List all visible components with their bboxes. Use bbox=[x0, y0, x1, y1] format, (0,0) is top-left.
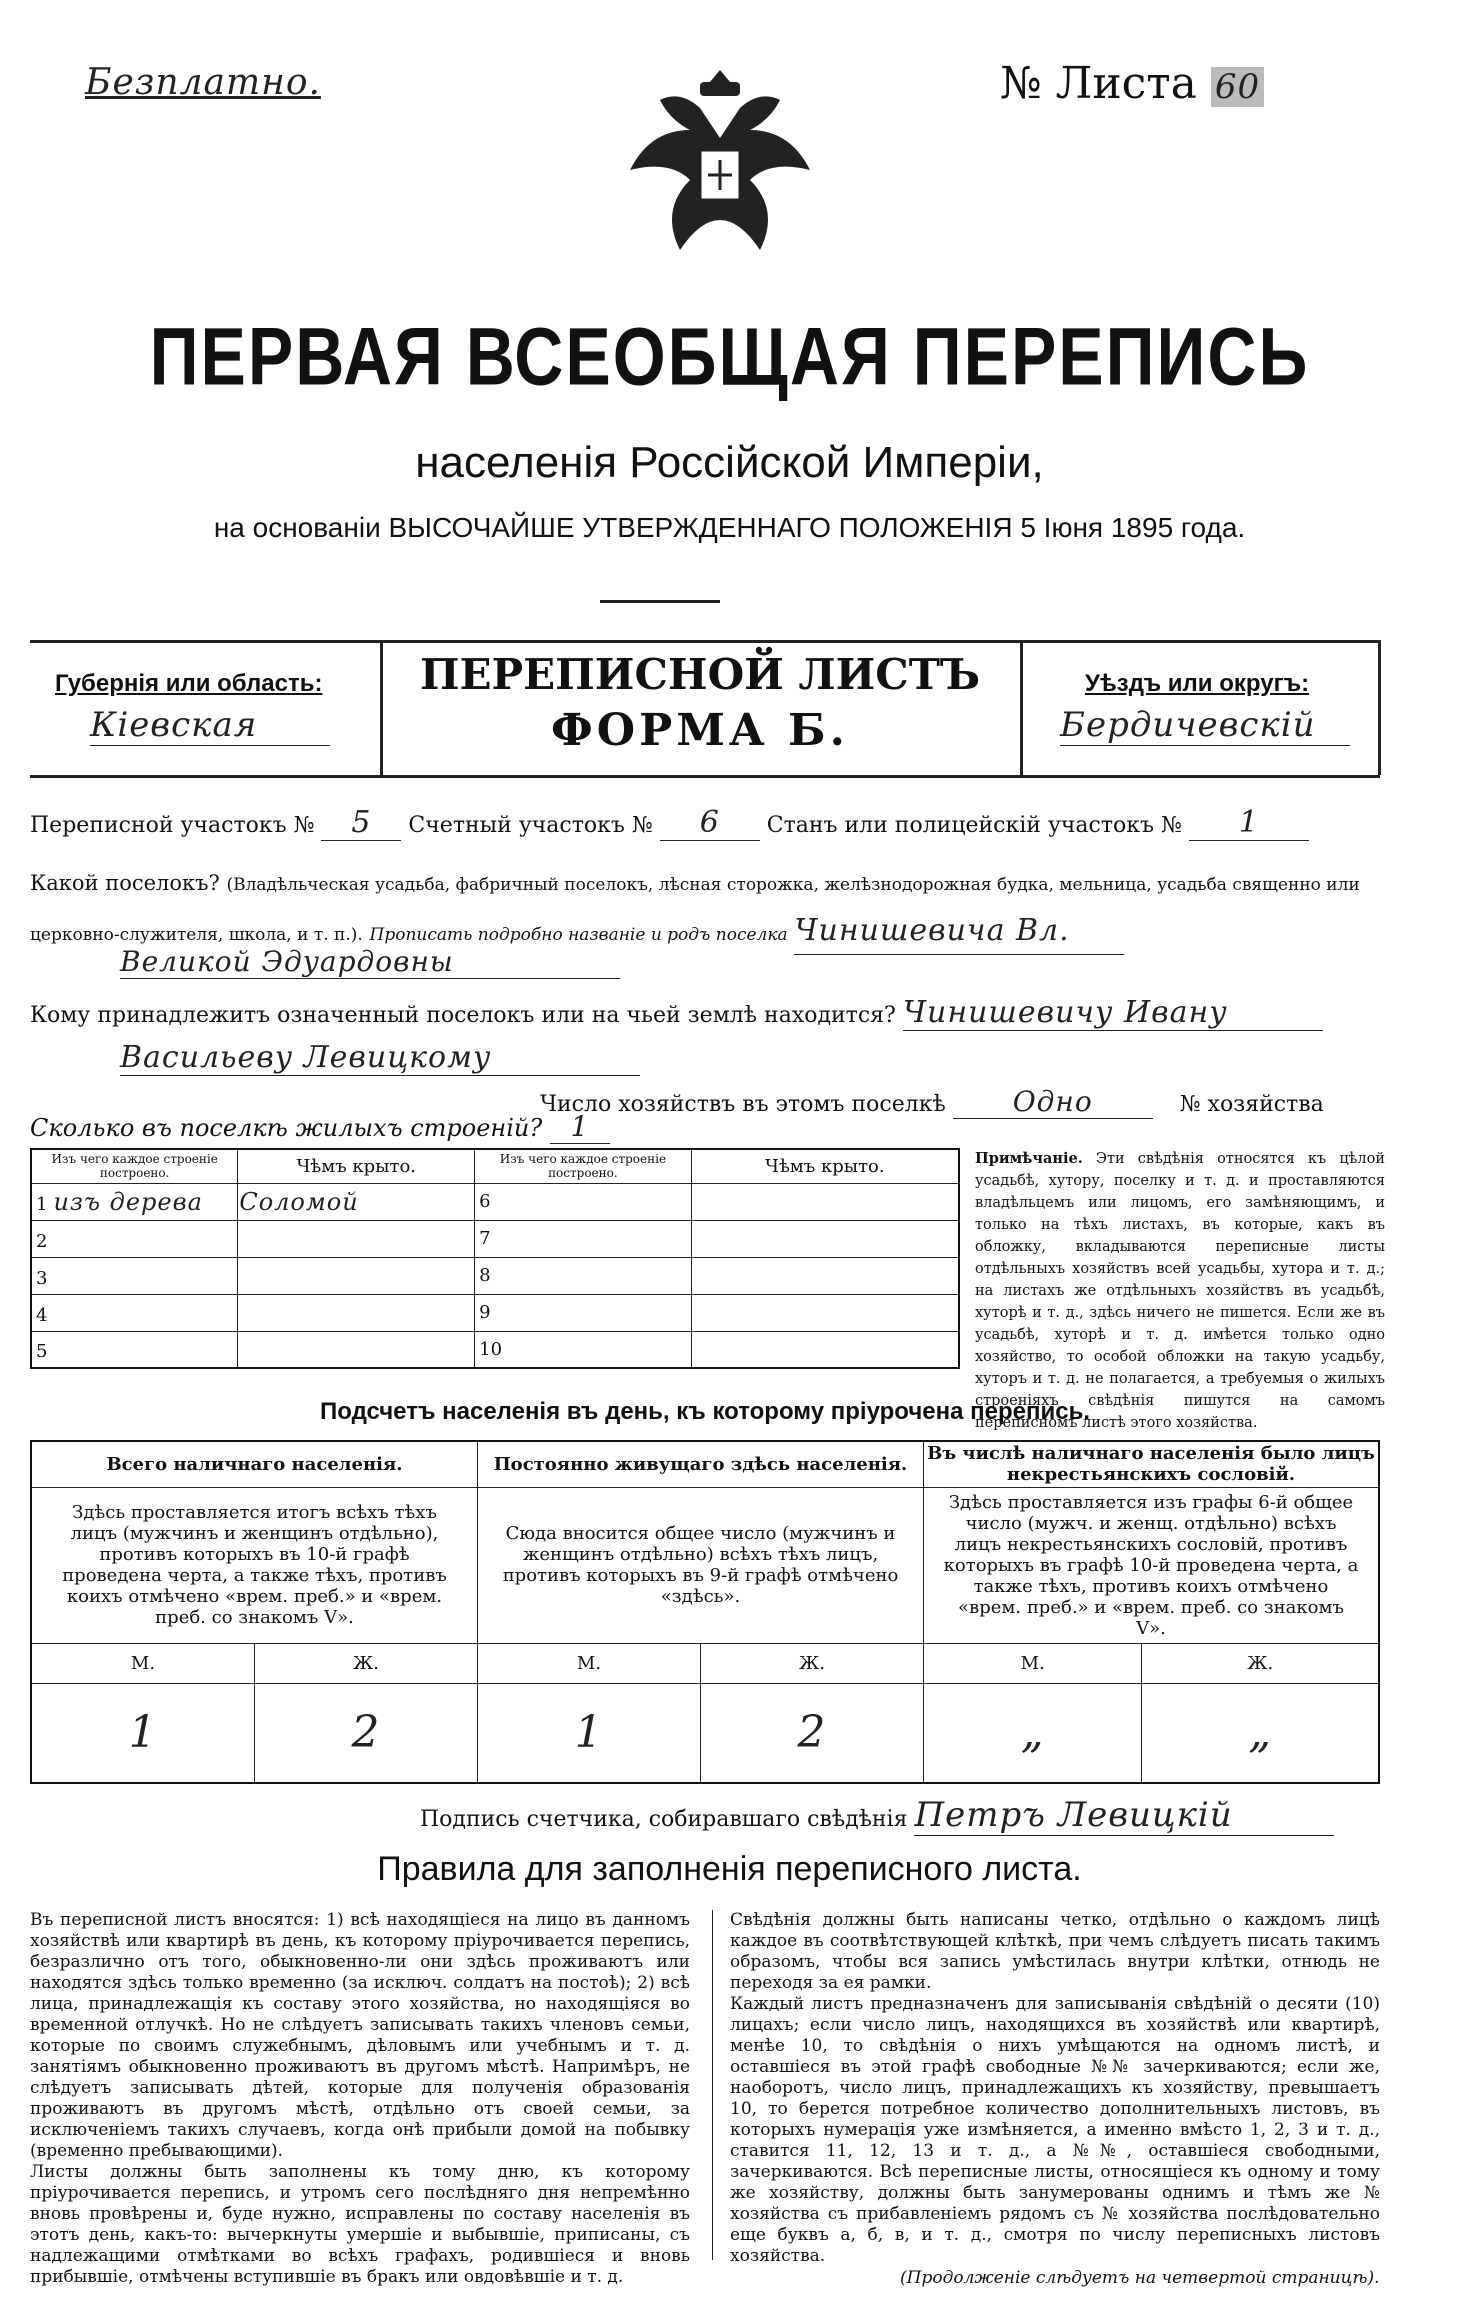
form-box-divider-right bbox=[1020, 640, 1023, 775]
sheet-number bbox=[1000, 58, 1264, 109]
building-roof[interactable] bbox=[238, 1294, 475, 1331]
count-col2-title: Постоянно живущаго здѣсь населенія. bbox=[478, 1441, 924, 1487]
table-row bbox=[31, 1257, 959, 1294]
signature-label: Подпись счетчика, собиравшаго свѣдѣнія bbox=[420, 1807, 908, 1832]
settlement-hint2: Прописать подробно названіе и родъ поселка bbox=[369, 925, 788, 945]
row-number-right[interactable]: 8 bbox=[475, 1257, 691, 1294]
building-roof[interactable]: Соломой bbox=[238, 1183, 475, 1220]
counting-district-value[interactable]: 6 bbox=[660, 805, 760, 841]
owner-value-line2[interactable]: Васильеву Левицкому bbox=[120, 1040, 640, 1076]
building-roof[interactable] bbox=[238, 1331, 475, 1368]
building-material-cell[interactable] bbox=[31, 1257, 238, 1294]
rules-divider bbox=[712, 1910, 713, 2260]
building-material-cell[interactable] bbox=[31, 1331, 238, 1368]
col2-zh: Ж. bbox=[701, 1643, 924, 1683]
gubernia-label: Губернія или область: bbox=[55, 670, 323, 697]
building-material-cell[interactable] bbox=[31, 1220, 238, 1257]
col3-m: М. bbox=[924, 1643, 1142, 1683]
col-material-header: Изъ чего каждое строеніе построено. bbox=[31, 1149, 238, 1183]
col1-m: М. bbox=[31, 1643, 255, 1683]
owner-value[interactable]: Чинишевичу Ивану bbox=[903, 995, 1323, 1031]
table-row bbox=[31, 1294, 959, 1331]
row-number: 4 bbox=[36, 1304, 48, 1326]
table-row bbox=[31, 1220, 959, 1257]
form-letter: ФОРМА Б. bbox=[551, 705, 849, 756]
uezd-label: Уѣздъ или округъ: bbox=[1085, 670, 1310, 697]
census-district-value[interactable]: 5 bbox=[321, 805, 401, 841]
building-roof-right[interactable] bbox=[691, 1183, 959, 1220]
stan-value[interactable]: 1 bbox=[1189, 805, 1309, 841]
owner-question: Кому принадлежитъ означенный поселокъ или на чьей землѣ находится? bbox=[30, 1003, 896, 1028]
row-number: 2 bbox=[36, 1230, 48, 1252]
sheet-number-label: № Листа bbox=[1000, 58, 1197, 109]
rules-left: Въ переписной листъ вносятся: 1) всѣ находящіеся на лицо въ данномъ хозяйствѣ или квартирѣ въ день, къ которому пріурочивается перепись, безразлично отъ того, обыкновенно-ли они здѣсь проживаютъ или находятся здѣсь только временно (за исключ. солдатъ на постоѣ); 2) всѣ лица, принадлежащія къ составу этого хозяйства, но находящіяся во временной отлучкѣ. Но не слѣдуетъ записывать такихъ членовъ семьи, которые по своимъ служебнымъ, дѣловымъ или учебнымъ и т. д. занятіямъ обыкновенно проживаютъ въ другомъ мѣстѣ. Напримѣръ, не слѣдуетъ записывать дѣтей, которые для полученія образованія проживаютъ въ другомъ мѣстѣ, отдѣльно отъ своей семьи, за исключеніемъ такихъ случаевъ, когда онѣ прибыли домой на побывку (временно пребывающими). Листы должны быть заполнены къ тому дню, къ которому пріурочивается перепись, и утромъ сего послѣдняго дня непремѣнно вновь провѣрены и, буде нужно, исправлены по составу населенія въ этотъ день, какъ-то: вычеркнуты умершіе и выбывшіе, приписаны, съ надлежащими отмѣтками во всѣхъ графахъ, родившіеся и вновь прибывшіе, отмѣчены вступившіе въ бракъ или овдовѣвшіе и т. д. bbox=[30, 1910, 690, 2287]
buildings-question: Сколько въ поселкѣ жилыхъ строеній? bbox=[30, 1114, 543, 1142]
row-number: 5 bbox=[36, 1341, 48, 1363]
buildings-table bbox=[30, 1148, 960, 1369]
col-material-header-2: Изъ чего каждое строеніе построено. bbox=[475, 1149, 691, 1183]
count-col3-desc: Здѣсь проставляется изъ графы 6-й общее число (мужч. и женщ. отдѣльно) всѣхъ лицъ некрестьянскихъ сословій, противъ которыхъ въ графѣ 10-й проведена черта, а также тѣхъ, противъ коихъ отмѣчено «врем. преб.» и «врем. преб. со знакомъ V». bbox=[924, 1487, 1380, 1643]
count-col1-desc: Здѣсь проставляется итогъ всѣхъ тѣхъ лицъ (мужчинъ и женщинъ отдѣльно), противъ которыхъ въ 10-й графѣ проведена черта, а также тѣхъ, противъ коихъ отмѣчено «врем. преб.» и «врем. преб. со знакомъ V». bbox=[31, 1487, 478, 1643]
col3-zh: Ж. bbox=[1142, 1643, 1379, 1683]
census-title: ПЕРВАЯ ВСЕОБЩАЯ ПЕРЕПИСЬ bbox=[149, 311, 1310, 403]
col2-m: М. bbox=[478, 1643, 701, 1683]
buildings-value[interactable]: 1 bbox=[550, 1110, 610, 1144]
count-col2-desc: Сюда вносится общее число (мужчинъ и женщинъ отдѣльно) всѣхъ тѣхъ лицъ, противъ которыхъ въ 9-й графѣ отмѣчено «здѣсь». bbox=[478, 1487, 924, 1643]
stan-label: Станъ или полицейскій участокъ № bbox=[766, 813, 1182, 838]
row-number-right[interactable]: 7 bbox=[475, 1220, 691, 1257]
col-roof-header: Чѣмъ крыто. bbox=[238, 1149, 475, 1183]
building-roof-right[interactable] bbox=[691, 1257, 959, 1294]
settlement-question: Какой поселокъ? bbox=[30, 871, 220, 895]
form-title: ПЕРЕПИСНОЙ ЛИСТЪ bbox=[419, 650, 981, 699]
gubernia-value[interactable]: Кіевская bbox=[90, 705, 330, 746]
free-label: Безплатно. bbox=[85, 62, 321, 103]
count-heading: Подсчетъ населенія въ день, къ которому пріурочена перепись. bbox=[320, 1398, 1090, 1425]
row-number-right[interactable]: 9 bbox=[475, 1294, 691, 1331]
household-no-label: № хозяйства bbox=[1179, 1092, 1324, 1117]
col2-zh-value[interactable]: 2 bbox=[701, 1683, 924, 1783]
rules-right: Свѣдѣнія должны быть написаны четко, отдѣльно о каждомъ лицѣ каждое въ соотвѣтствующей клѣткѣ, при чемъ слѣдуетъ писать такимъ образомъ, чтобы вся запись умѣстилась внутри клѣтки, отнюдь не переходя за ея рамки. Каждый листъ предназначенъ для записыванія свѣдѣній о десяти (10) лицахъ; если число лицъ, находящихся въ хозяйствѣ или квартирѣ, менѣе 10, то свѣдѣнія о нихъ умѣщаются на одномъ листѣ, и оставшіеся въ этой графѣ свободные №№ зачеркиваются; если же, наоборотъ, число лицъ, принадлежащихъ къ хозяйству, превышаетъ 10, то берется потребное количество дополнительныхъ листовъ, въ которыхъ нумерація уже измѣняется, а именно вмѣсто 1, 2, 3 и т. д., ставится 11, 12, 13 и т. д., а №№, оставшіеся свободными, зачеркиваются. Всѣ переписные листы, относящіеся къ одному и тому же хозяйству, должны быть занумерованы однимъ и тѣмъ же № хозяйства съ прибавленіемъ рядомъ съ № хозяйства послѣдовательно еще буквъ а, б, в, и т. д., смотря по числу переписныхъ листовъ хозяйства. bbox=[730, 1910, 1380, 2266]
form-box-right-edge bbox=[1378, 640, 1381, 775]
building-roof-right[interactable] bbox=[691, 1294, 959, 1331]
settlement-hint: (Владѣльческая усадьба, фабричный поселокъ, лѣсная сторожка, желѣзнодорожная будка, мельница, усадьба священно или церковно-служителя, школа, и т. п.). bbox=[30, 875, 1360, 945]
note bbox=[975, 1148, 1385, 1434]
settlement-value[interactable]: Чинишевича Вл. bbox=[794, 908, 1124, 955]
building-material-cell[interactable] bbox=[31, 1294, 238, 1331]
count-col3-title: Въ числѣ наличнаго населенія было лицъ некрестьянскихъ сословій. bbox=[924, 1441, 1380, 1487]
building-roof-right[interactable] bbox=[691, 1220, 959, 1257]
census-subtitle: населенія Россійской Имперіи, bbox=[415, 438, 1044, 487]
owner-row bbox=[30, 995, 1380, 1031]
signature-value[interactable]: Петръ Левицкій bbox=[914, 1795, 1334, 1836]
count-table bbox=[30, 1440, 1380, 1784]
col1-zh-value[interactable]: 2 bbox=[255, 1683, 478, 1783]
building-roof-right[interactable] bbox=[691, 1331, 959, 1368]
title-divider bbox=[600, 600, 720, 603]
households-row bbox=[540, 1085, 1324, 1119]
settlement-row bbox=[30, 860, 1380, 958]
households-value[interactable]: Одно bbox=[953, 1085, 1153, 1119]
households-label: Число хозяйствъ въ этомъ поселкѣ bbox=[540, 1092, 946, 1117]
form-box-top bbox=[30, 640, 1380, 643]
settlement-value-line2[interactable]: Великой Эдуардовны bbox=[120, 945, 620, 979]
rules-continued: (Продолженіе слѣдуетъ на четвертой страницѣ). bbox=[900, 2268, 1380, 2288]
col3-m-value[interactable]: „ bbox=[924, 1683, 1142, 1783]
signature-row bbox=[420, 1795, 1334, 1836]
col1-m-value[interactable]: 1 bbox=[31, 1683, 255, 1783]
col1-zh: Ж. bbox=[255, 1643, 478, 1683]
col3-zh-value[interactable]: „ bbox=[1142, 1683, 1379, 1783]
count-col1-title: Всего наличнаго населенія. bbox=[31, 1441, 478, 1487]
row-number-right[interactable]: 10 bbox=[475, 1331, 691, 1368]
coat-of-arms-icon bbox=[600, 60, 840, 310]
sheet-number-value: 60 bbox=[1211, 67, 1264, 107]
form-box-bottom bbox=[30, 775, 1380, 778]
counting-district-label: Счетный участокъ № bbox=[408, 813, 653, 838]
col-roof-header-2: Чѣмъ крыто. bbox=[691, 1149, 959, 1183]
rules-heading: Правила для заполненія переписного листа. bbox=[377, 1850, 1082, 1888]
table-row bbox=[31, 1331, 959, 1368]
row-number: 1 bbox=[36, 1193, 48, 1215]
building-roof[interactable] bbox=[238, 1220, 475, 1257]
districts-row bbox=[30, 805, 1380, 841]
table-row bbox=[31, 1183, 959, 1220]
col2-m-value[interactable]: 1 bbox=[478, 1683, 701, 1783]
uezd-value[interactable]: Бердичевскій bbox=[1060, 705, 1350, 746]
building-material: изъ дерева bbox=[53, 1187, 203, 1216]
census-basis: на основаніи ВЫСОЧАЙШЕ УТВЕРЖДЕННАГО ПОЛОЖЕНІЯ 5 Іюня 1895 года. bbox=[213, 512, 1246, 543]
census-district-label: Переписной участокъ № bbox=[30, 813, 315, 838]
buildings-row bbox=[30, 1110, 610, 1144]
row-number: 3 bbox=[36, 1267, 48, 1289]
note-title: Примѣчаніе. bbox=[975, 1150, 1083, 1167]
note-text: Эти свѣдѣнія относятся къ цѣлой усадьбѣ, хутору, поселку и т. д. и проставляются владѣльцемъ или лицомъ, его замѣняющимъ, и только на тѣхъ листахъ, въ которые, какъ въ обложку, вкладываются переписные листы отдѣльныхъ хозяйствъ всей усадьбы, хутора и т. д.; на листахъ же отдѣльныхъ хозяйствъ въ усадьбѣ, хуторѣ и т. д., здѣсь ничего не пишется. Если же въ усадьбѣ, хуторѣ и т. д. имѣется только одно хозяйство, то особой обложки на такую усадьбу, хуторъ и т. д. не полагается, а требуемыя о жилыхъ строеніяхъ свѣдѣнія пишутся на самомъ переписномъ листѣ этого хозяйства. bbox=[975, 1151, 1385, 1431]
building-roof[interactable] bbox=[238, 1257, 475, 1294]
row-number-right[interactable]: 6 bbox=[475, 1183, 691, 1220]
building-material-cell[interactable] bbox=[31, 1183, 238, 1220]
